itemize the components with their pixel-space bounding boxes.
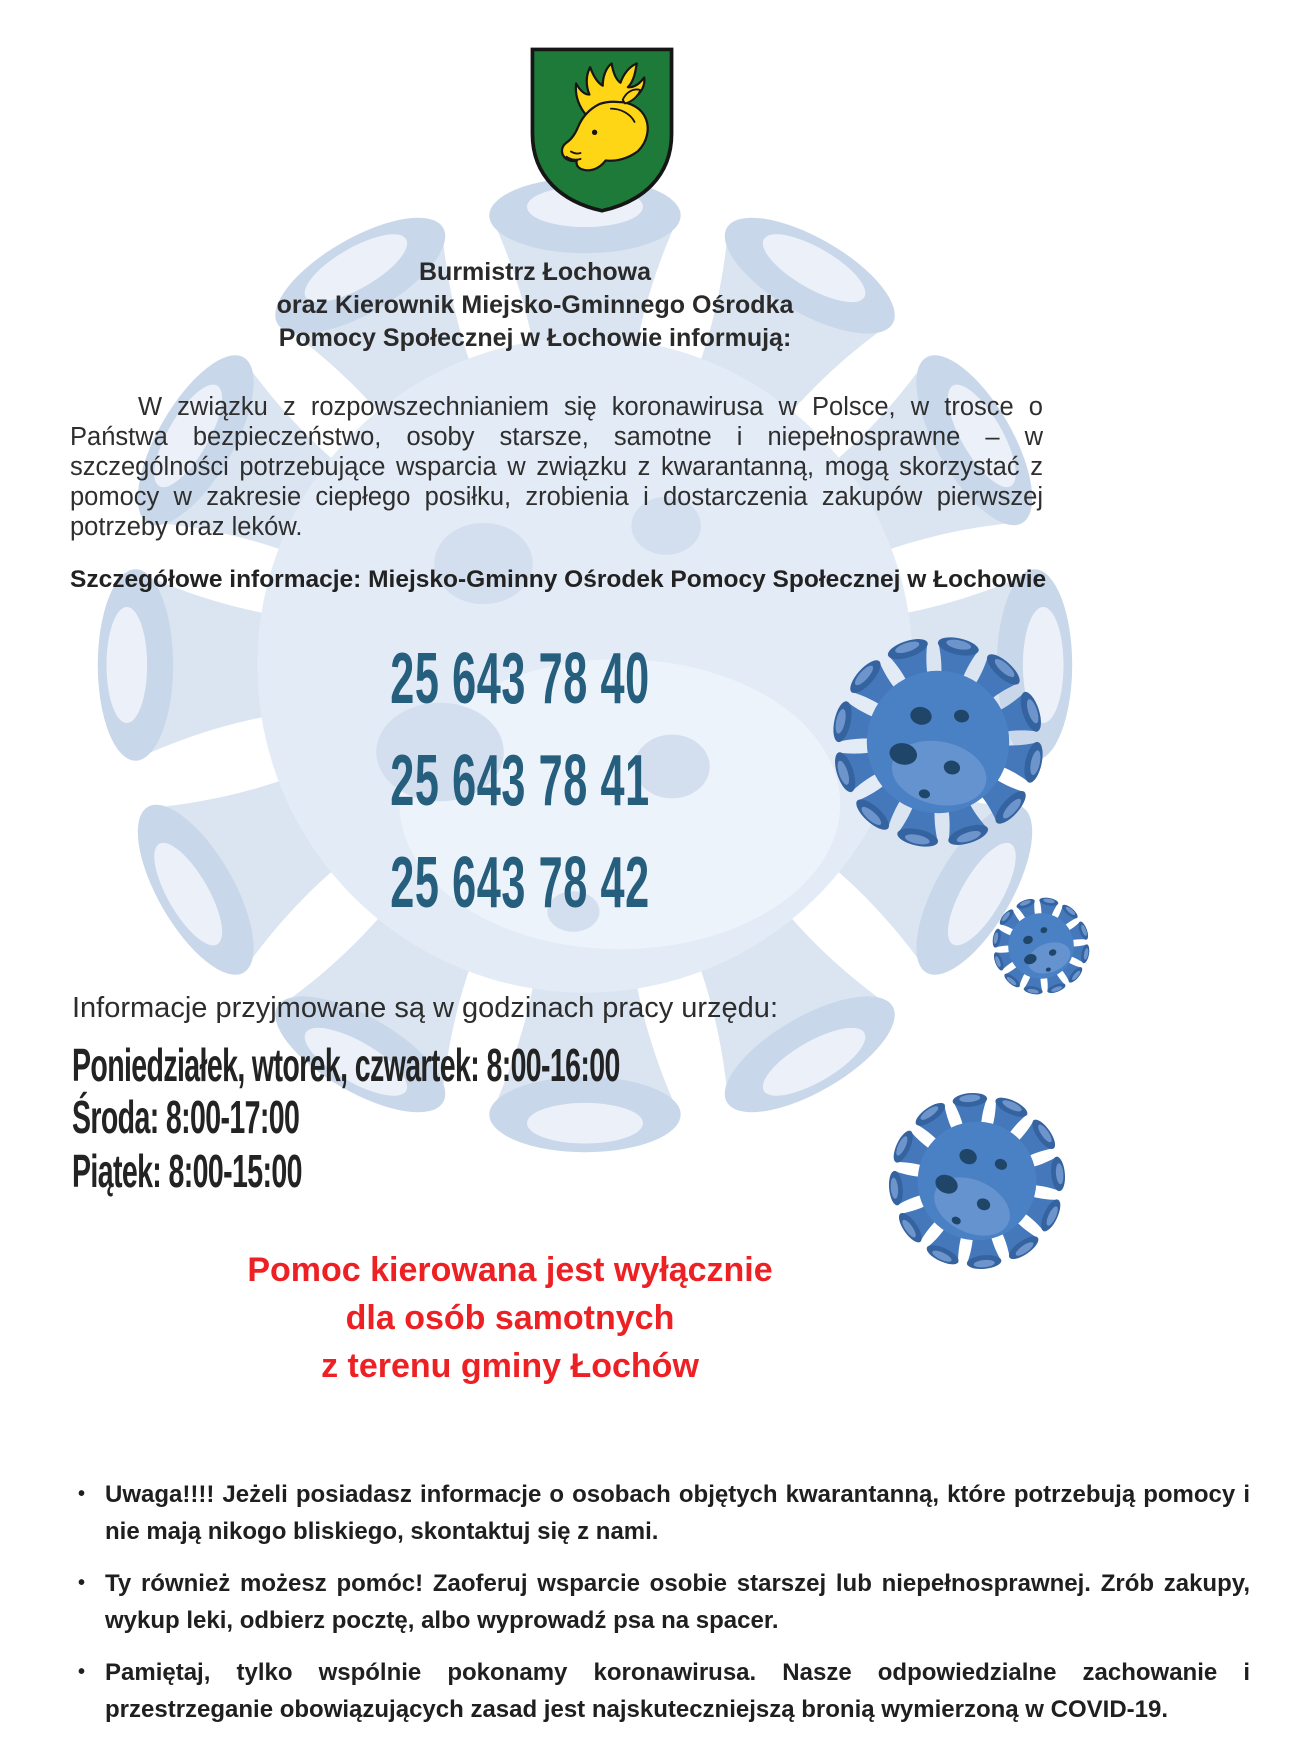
lochow-coat-of-arms-icon — [528, 45, 676, 215]
bullet-text-quarantine-info: Uwaga!!!! Jeżeli posiadasz informacje o osobach objętych kwarantanną, które potrzebują pomocy i nie mają nikogo bliskiego, skontaktuj się z nami. — [105, 1481, 1250, 1545]
header-block — [135, 256, 935, 355]
notice-line-1: Pomoc kierowana jest wyłącznie — [247, 1251, 773, 1289]
header-line-1: Burmistrz Łochowa — [419, 258, 651, 286]
notice-line-3: z terenu gminy Łochów — [321, 1347, 699, 1385]
coronavirus-blue-small-icon — [983, 888, 1099, 1004]
list-item — [70, 1565, 1250, 1639]
notice-line-2: dla osób samotnych — [345, 1299, 675, 1337]
hours-friday: Piątek: 8:00-15:00 — [72, 1145, 302, 1197]
hours-mon-tue-thu: Poniedziałek, wtorek, czwartek: 8:00-16:00 — [72, 1039, 620, 1091]
bullet-list — [70, 1476, 1250, 1743]
bullet-text-you-can-help: Ty również możesz pomóc! Zaoferuj wsparcie osobie starszej lub niepełnosprawnej. Zrób zakupy, wykup leki, odbierz pocztę, albo wyprowadź psa na spacer. — [105, 1570, 1250, 1634]
hours-wednesday: Środa: 8:00-17:00 — [72, 1091, 300, 1143]
bullet-text-remember-covid: Pamiętaj, tylko wspólnie pokonamy koronawirusa. Nasze odpowiedzialne zachowanie i przestrzeganie obowiązujących zasad jest najskuteczniejszą bronią wymierzoną w COVID-19. — [105, 1659, 1250, 1723]
phone-list — [160, 628, 880, 934]
phone-number: 25 643 78 42 — [390, 843, 650, 923]
details-line: Szczegółowe informacje: Miejsko-Gminny Ośrodek Pomocy Społecznej w Łochowie — [70, 566, 1047, 593]
bullet-marker: • — [78, 1572, 86, 1594]
list-item — [70, 1654, 1250, 1728]
bullet-marker: • — [78, 1661, 86, 1683]
intro-paragraph: W związku z rozpowszechnianiem się koronawirusa w Polsce, w trosce o Państwa bezpieczeństwo, osoby starsze, samotne i niepełnosprawne – w szczególności potrzebujące wsparcia w związku z kwarantanną, mogą skorzystać z pomocy w zakresie ciepłego posiłku, zrobienia i dostarczenia zakupów pierwszej potrzeby oraz leków. — [70, 393, 1043, 541]
phone-number: 25 643 78 41 — [390, 741, 650, 821]
list-item — [70, 1476, 1250, 1550]
header-line-3: Pomocy Społecznej w Łochowie informują: — [278, 324, 792, 352]
bullet-marker: • — [78, 1483, 86, 1505]
hours-intro: Informacje przyjmowane są w godzinach pracy urzędu: — [72, 992, 778, 1024]
header-line-2: oraz Kierownik Miejsko-Gminnego Ośrodka — [276, 291, 794, 319]
phone-number: 25 643 78 40 — [390, 639, 650, 719]
red-notice — [110, 1246, 910, 1390]
